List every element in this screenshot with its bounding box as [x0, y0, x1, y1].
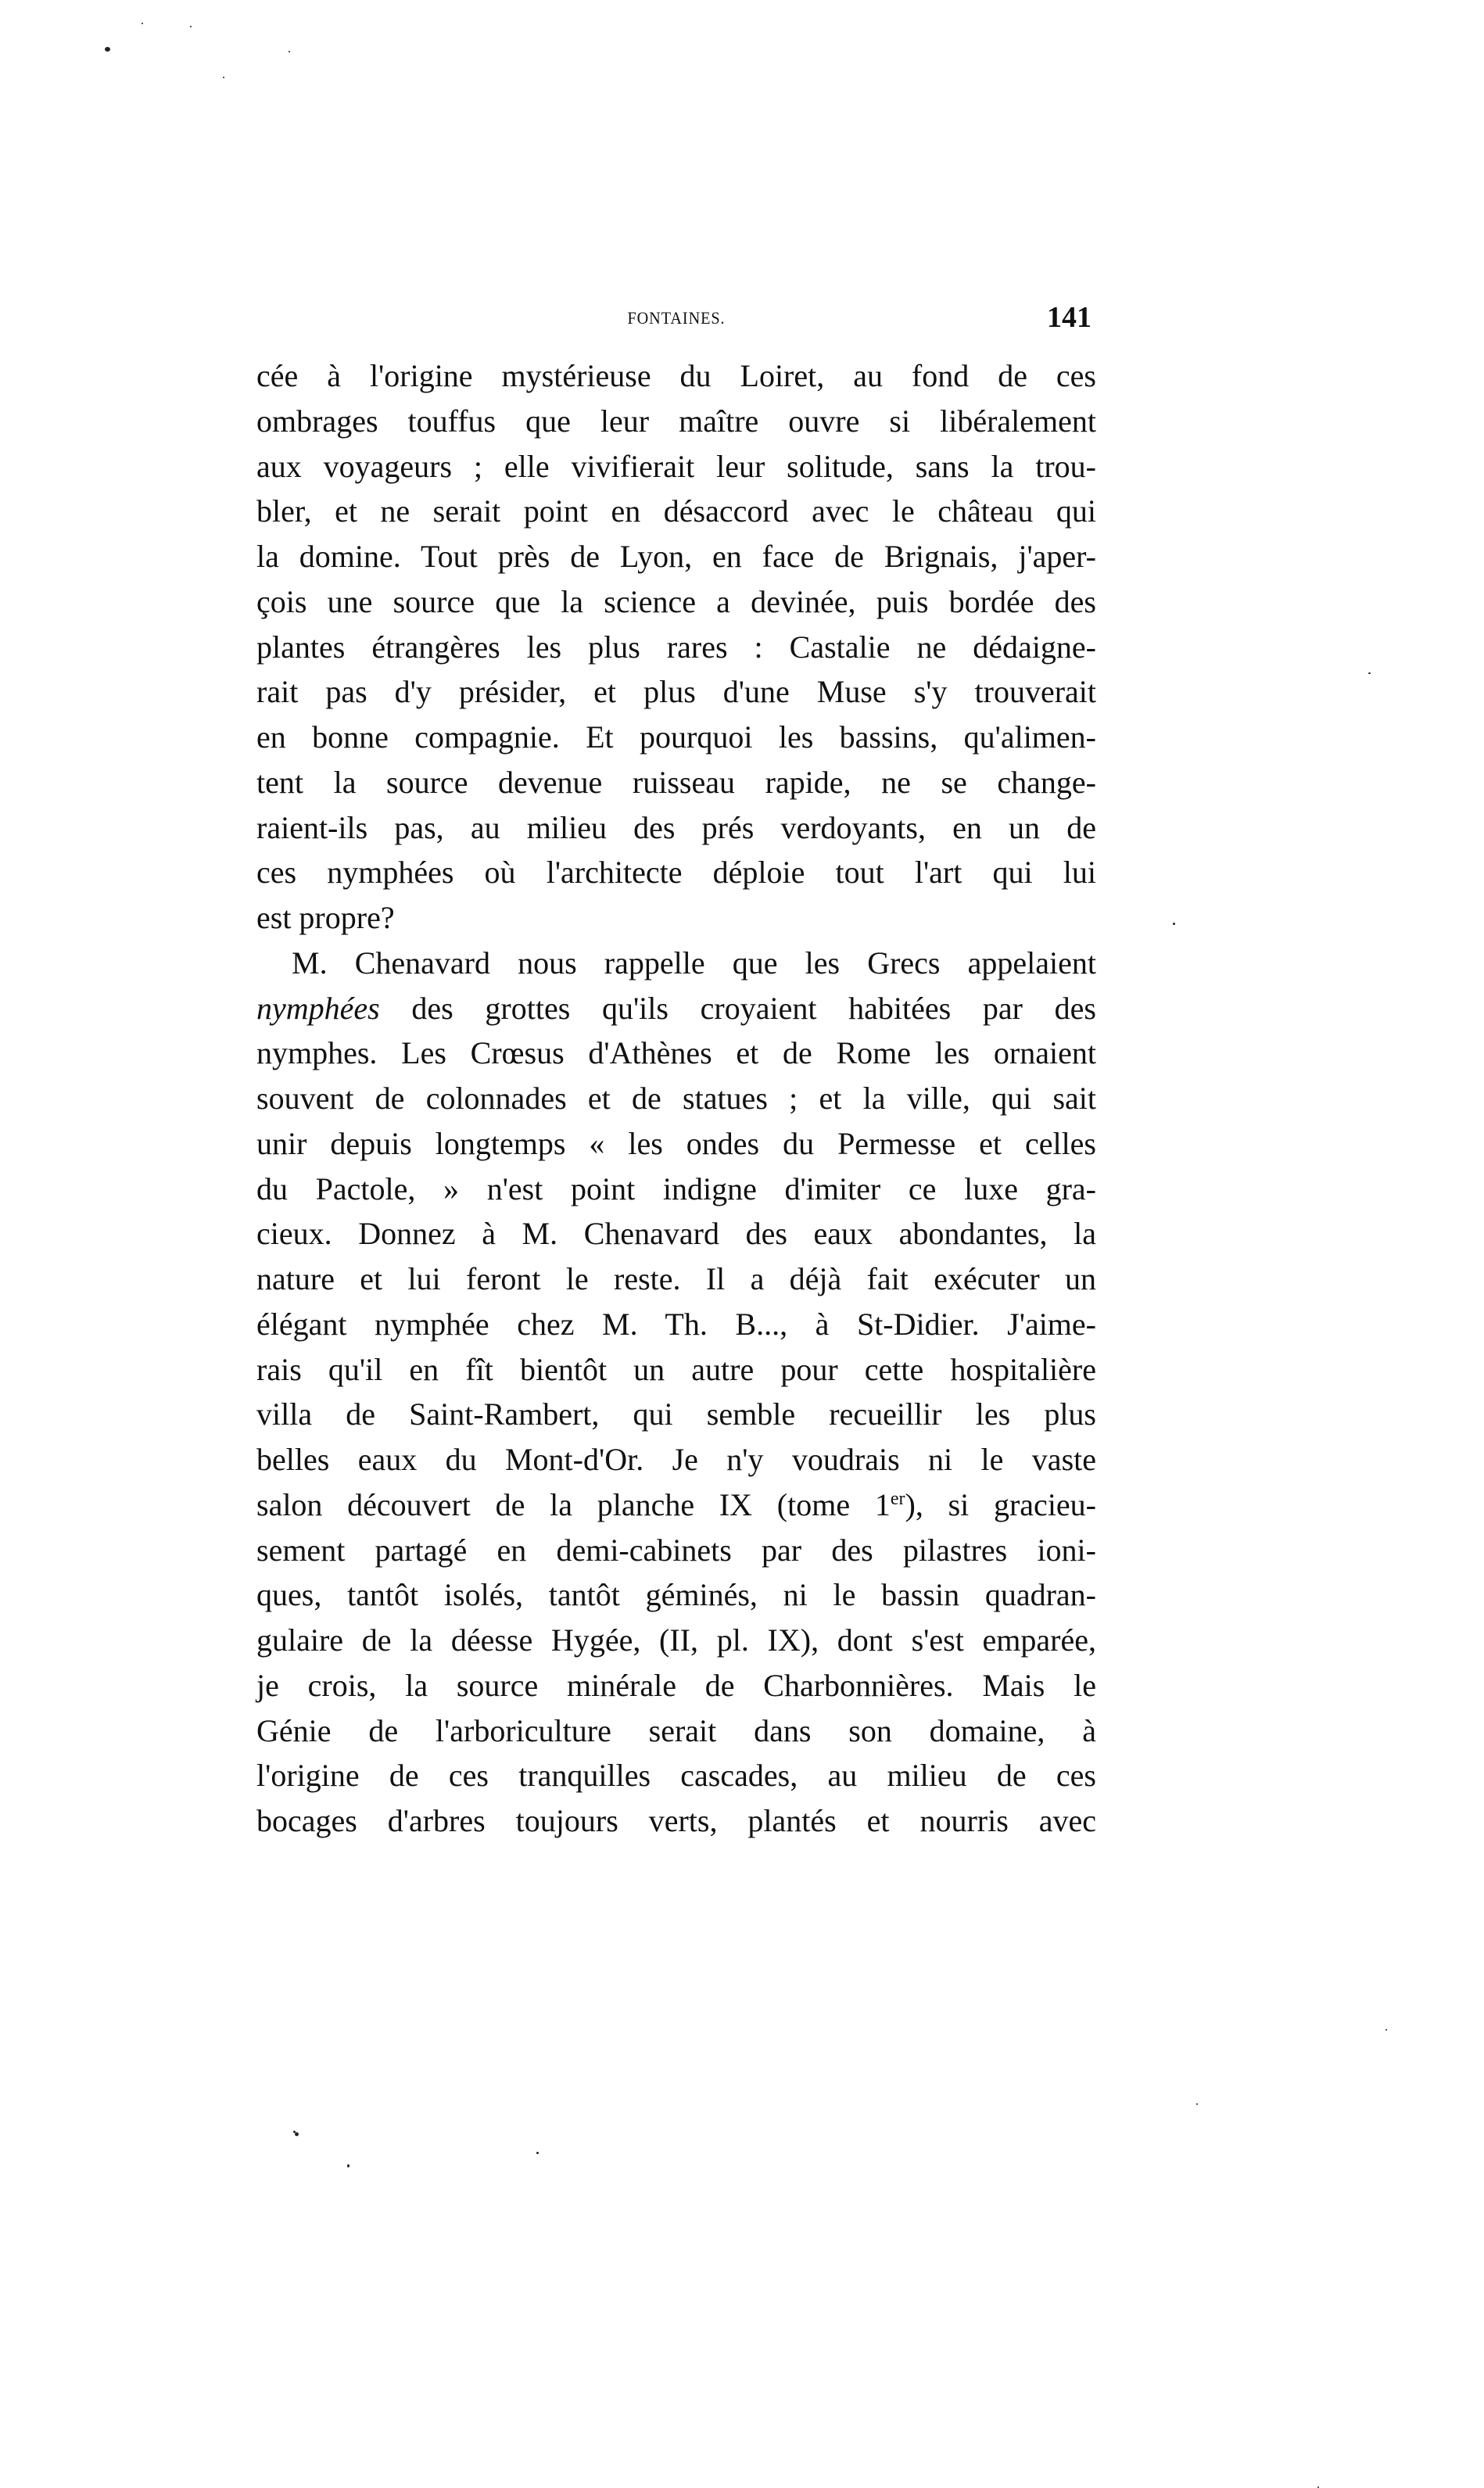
running-title: FONTAINES.	[627, 308, 726, 328]
text-line: sement partagé en demi-cabinets par des pilastres ioni-	[256, 1532, 1096, 1568]
scan-speck	[536, 2152, 539, 2154]
scan-speck	[347, 2164, 349, 2167]
text-line-rest: des grottes qu'ils croyaient habitées par des	[379, 990, 1096, 1026]
text-line: aux voyageurs ; elle vivifierait leur solitude, sans la trou-	[256, 448, 1096, 484]
text-line: villa de Saint-Rambert, qui semble recueillir les plus	[256, 1396, 1096, 1432]
scan-speck	[1385, 2029, 1387, 2031]
scan-speck	[142, 23, 143, 24]
text-line: bocages d'arbres toujours verts, plantés et nourris avec	[256, 1803, 1096, 1838]
text-line-end: ), si gracieu-	[905, 1486, 1097, 1522]
text-line: rais qu'il en fît bientôt un autre pour cette hospitalière	[256, 1351, 1096, 1387]
text-line: je crois, la source minérale de Charbonnières. Mais le	[256, 1667, 1096, 1703]
page-number: 141	[1047, 301, 1091, 334]
text-line	[256, 986, 1096, 1031]
running-head	[256, 300, 1096, 332]
text-line: bler, et ne serait point en désaccord avec le château qui	[256, 493, 1096, 529]
text-line: ques, tantôt isolés, tantôt géminés, ni le bassin quadran-	[256, 1577, 1096, 1613]
text-line: la domine. Tout près de Lyon, en face de Brignais, j'aper-	[256, 539, 1096, 574]
paragraph-start-line: M. Chenavard nous rappelle que les Grecs appelaient	[292, 945, 1096, 981]
paragraph-end-line: est propre?	[256, 900, 395, 935]
text-line: tent la source devenue ruisseau rapide, ne se change-	[256, 764, 1096, 800]
scan-speck	[1368, 672, 1371, 674]
text-line: rait pas d'y présider, et plus d'une Muse s'y trouverait	[256, 674, 1096, 710]
scan-speck	[223, 77, 224, 78]
scan-speck	[295, 2132, 299, 2136]
scan-speck	[1196, 2103, 1198, 2105]
scan-speck	[1173, 923, 1175, 925]
text-line: cieux. Donnez à M. Chenavard des eaux abondantes, la	[256, 1216, 1096, 1252]
text-line: plantes étrangères les plus rares : Castalie ne dédaigne-	[256, 629, 1096, 665]
text-line: çois une source que la science a devinée, puis bordée des	[256, 583, 1096, 619]
text-line: du Pactole, » n'est point indigne d'imiter ce luxe gra-	[256, 1171, 1096, 1206]
text-line-start: salon découvert de la planche IX (tome 1	[256, 1486, 891, 1522]
scan-speck	[190, 26, 192, 27]
text-line: nature et lui feront le reste. Il a déjà fait exécuter un	[256, 1261, 1096, 1296]
scan-speck	[105, 47, 110, 52]
text-line: Génie de l'arboriculture serait dans son domaine, à	[256, 1712, 1096, 1748]
body-text	[256, 353, 1096, 1844]
italic-term: nymphées	[256, 990, 380, 1026]
scan-speck	[289, 51, 290, 52]
text-line: raient-ils pas, au milieu des prés verdoyants, en un de	[256, 809, 1096, 845]
superscript: er	[890, 1488, 905, 1509]
text-line: ces nymphées où l'architecte déploie tout l'art qui lui	[256, 855, 1096, 891]
text-line: gulaire de la déesse Hygée, (II, pl. IX), dont s'est emparée,	[256, 1622, 1096, 1658]
text-line: souvent de colonnades et de statues ; et la ville, qui sait	[256, 1081, 1096, 1116]
text-line: ombrages touffus que leur maître ouvre si libéralement	[256, 403, 1096, 439]
text-line: l'origine de ces tranquilles cascades, au milieu de ces	[256, 1758, 1096, 1794]
text-line	[256, 1482, 1096, 1528]
text-line: unir depuis longtemps « les ondes du Permesse et celles	[256, 1125, 1096, 1161]
text-line: belles eaux du Mont-d'Or. Je n'y voudrais ni le vaste	[256, 1442, 1096, 1477]
text-line: cée à l'origine mystérieuse du Loiret, au fond de ces	[256, 358, 1096, 393]
text-line: nymphes. Les Crœsus d'Athènes et de Rome les ornaient	[256, 1035, 1096, 1071]
text-line: en bonne compagnie. Et pourquoi les bassins, qu'alimen-	[256, 719, 1096, 755]
text-line: élégant nymphée chez M. Th. B..., à St-Didier. J'aime-	[256, 1306, 1096, 1342]
